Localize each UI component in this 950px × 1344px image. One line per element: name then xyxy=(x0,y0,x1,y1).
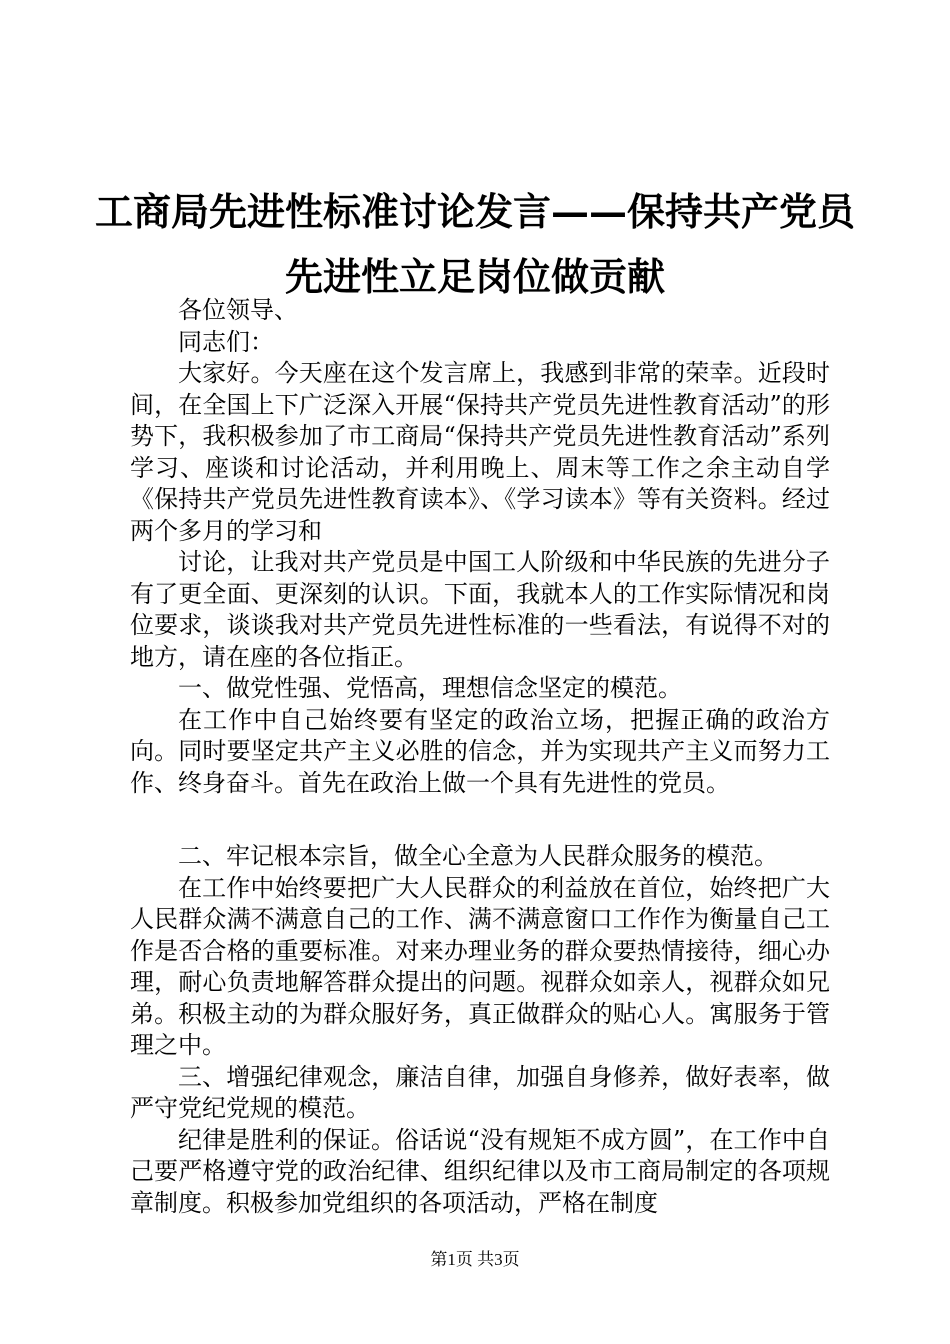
section-heading: 一、做党性强、党悟高，理想信念坚定的模范。 xyxy=(178,674,682,702)
paragraph-gap xyxy=(130,799,830,841)
section-heading: 二、牢记根本宗旨，做全心全意为人民群众服务的模范。 xyxy=(178,842,778,870)
greeting-line: 各位领导、 xyxy=(178,296,298,324)
body-paragraph: 纪律是胜利的保证。俗话说“没有规矩不成方圆”，在工作中自己要严格遵守党的政治纪律、组织纪律以及市工商局制定的各项规章制度。积极参加党组织的各项活动，严格在制度 xyxy=(130,1125,830,1217)
document-title-line-1: 工商局先进性标准讨论发言——保持共产党员 xyxy=(94,189,855,234)
greeting-line: 同志们： xyxy=(178,327,274,356)
body-paragraph: 在工作中始终要把广大人民群众的利益放在首位，始终把广大人民群众满不满意自己的工作、满不满意窗口工作作为衡量自己工作是否合格的重要标准。对来办理业务的群众要热情接待，细心办理，耐心负责地解答群众提出的问题。视群众如亲人，视群众如兄弟。积极主动的为群众服好务，真正做群众的贴心人。寓服务于管理之中。 xyxy=(130,873,830,1059)
body-paragraph: 大家好。今天座在这个发言席上，我感到非常的荣幸。近段时间，在全国上下广泛深入开展“保持共产党员先进性教育活动”的形势下，我积极参加了市工商局“保持共产党员先进性教育活动”系列学习、座谈和讨论活动，并利用晚上、周末等工作之余主动自学《保持共产党员先进性教育读本》、《学习读本》等有关资料。经过两个多月的学习和 xyxy=(130,359,830,545)
body-paragraph: 在工作中自己始终要有坚定的政治立场，把握正确的政治方向。同时要坚定共产主义必胜的信念，并为实现共产主义而努力工作、终身奋斗。首先在政治上做一个具有先进性的党员。 xyxy=(130,705,830,797)
document-title-line-2: 先进性立足岗位做贡献 xyxy=(284,254,665,299)
section-heading: 三、增强纪律观念，廉洁自律，加强自身修养，做好表率，做严守党纪党规的模范。 xyxy=(130,1062,830,1122)
body-paragraph: 讨论，让我对共产党员是中国工人阶级和中华民族的先进分子有了更全面、更深刻的认识。下面，我就本人的工作实际情况和岗位要求，谈谈我对共产党员先进性标准的一些看法，有说得不对的地方，请在座的各位指正。 xyxy=(130,548,830,671)
page-number-footer: 第1页 共3页 xyxy=(430,1250,520,1269)
document-body xyxy=(130,295,830,1219)
